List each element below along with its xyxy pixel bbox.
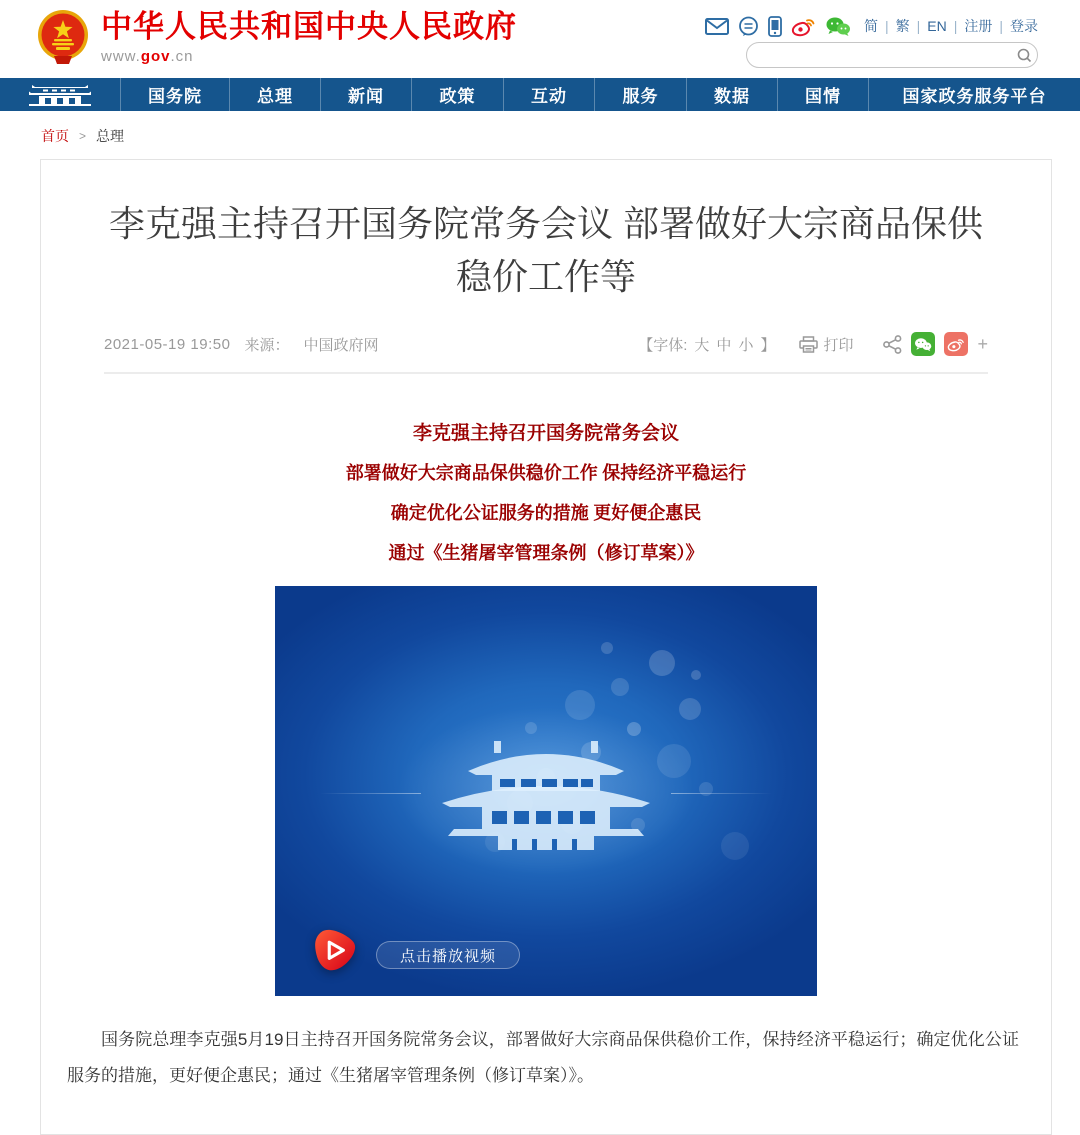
bokeh-circle [525, 722, 537, 734]
search-icon [1017, 48, 1032, 63]
nav-label: 国务院 [148, 87, 202, 106]
bokeh-circle [565, 690, 595, 720]
nav-item-shuju[interactable] [686, 78, 777, 111]
wechat-icon[interactable] [825, 16, 851, 37]
highlight-line: 确定优化公证服务的措施 更好便企惠民 [390, 503, 702, 523]
breadcrumb-home[interactable]: 首页 [41, 128, 69, 144]
separator: | [953, 18, 958, 34]
separator: | [916, 18, 921, 34]
nav-item-hudong[interactable] [503, 78, 594, 111]
play-video-button[interactable] [376, 941, 520, 969]
nav-label: 服务 [622, 87, 659, 106]
url-cn: .cn [170, 48, 194, 65]
highlight-line: 通过《生猪屠宰管理条例（修订草案）》 [388, 543, 704, 563]
play-video-label: 点击播放视频 [400, 947, 497, 965]
highlight-line: 部署做好大宗商品保供稳价工作 保持经济平稳运行 [345, 463, 747, 483]
bokeh-circle [721, 832, 749, 860]
lang-traditional[interactable]: 繁 [895, 18, 910, 34]
national-emblem-logo[interactable] [34, 8, 92, 66]
main-nav [0, 78, 1080, 111]
mobile-icon[interactable] [768, 16, 782, 37]
publish-date: 2021-05-19 19:50 [104, 335, 231, 353]
tiananmen-icon [29, 84, 91, 106]
mail-icon[interactable] [705, 18, 729, 35]
share-icon[interactable] [883, 335, 902, 354]
font-size-widget [638, 334, 775, 355]
nav-label: 总理 [257, 87, 293, 106]
url-www: www. [101, 48, 141, 65]
site-identity [101, 9, 517, 65]
bokeh-circle [679, 698, 701, 720]
font-size-large-button[interactable]: 大 [694, 336, 710, 354]
article-container [40, 159, 1052, 1135]
separator: | [999, 18, 1003, 34]
nav-item-zongli[interactable] [229, 78, 320, 111]
share-wechat-icon[interactable] [911, 332, 935, 356]
share-weibo-icon[interactable] [944, 332, 968, 356]
font-widget-prefix: 【字体: [638, 336, 688, 354]
site-header [0, 0, 1080, 78]
lang-links [864, 16, 1038, 36]
search-box [746, 42, 1038, 68]
bokeh-circle [691, 670, 701, 680]
meta-left [104, 334, 378, 355]
source-label: 来源： [244, 336, 290, 354]
nav-item-zhengce[interactable] [411, 78, 503, 111]
printer-icon [799, 336, 818, 353]
decorative-line [671, 793, 772, 794]
more-share-button[interactable]: + [977, 334, 988, 354]
page-title: 李克强主持召开国务院常务会议 部署做好大宗商品保供稳价工作等 [108, 203, 983, 297]
print-label: 打印 [823, 336, 854, 354]
login-link[interactable]: 登录 [1010, 18, 1038, 34]
weibo-icon[interactable] [791, 16, 816, 37]
highlight-line: 李克强主持召开国务院常务会议 [412, 423, 679, 444]
source-value: 中国政府网 [303, 336, 379, 354]
lang-english[interactable]: EN [927, 18, 947, 34]
nav-item-guowuyuan[interactable] [120, 78, 229, 111]
bokeh-circle [649, 650, 675, 676]
article-meta [104, 332, 988, 356]
bokeh-circle [657, 744, 691, 778]
nav-item-xinwen[interactable] [320, 78, 411, 111]
nav-label: 数据 [714, 87, 750, 106]
lang-simplified[interactable]: 简 [863, 18, 878, 34]
bokeh-circle [611, 678, 629, 696]
site-title: 中华人民共和国中央人民政府 [101, 9, 517, 44]
nav-label: 政策 [439, 87, 476, 106]
chevron-right-icon: > [79, 129, 87, 143]
share-group [883, 332, 988, 356]
font-size-medium-button[interactable]: 中 [716, 336, 732, 354]
breadcrumb-current[interactable]: 总理 [96, 128, 125, 144]
separator: | [884, 18, 889, 34]
register-link[interactable]: 注册 [964, 18, 993, 34]
divider [104, 372, 988, 374]
nav-label: 国家政务服务平台 [902, 87, 1047, 106]
palace-illustration [436, 741, 656, 853]
nav-label: 国情 [805, 87, 841, 106]
decorative-line [320, 793, 421, 794]
meta-right [638, 332, 988, 356]
play-button[interactable] [311, 926, 359, 974]
article-paragraph: 国务院总理李克强5月19日主持召开国务院常务会议，部署做好大宗商品保供稳价工作，保持经济平稳运行；确定优化公证服务的措施，更好便企惠民；通过《生猪屠宰管理条例（修订草案）》。 [67, 1030, 1019, 1085]
bokeh-circle [601, 642, 613, 654]
search-button[interactable] [1011, 43, 1037, 67]
search-input[interactable] [747, 44, 1011, 66]
nav-item-guoqing[interactable] [777, 78, 868, 111]
nav-label: 互动 [531, 87, 567, 106]
nav-item-fuwu[interactable] [594, 78, 686, 111]
print-button[interactable] [799, 334, 853, 355]
nav-home[interactable] [0, 78, 120, 111]
font-size-small-button[interactable]: 小 [738, 336, 754, 354]
bokeh-circle [627, 722, 641, 736]
url-gov: gov [140, 48, 171, 65]
breadcrumb [41, 126, 1080, 146]
nav-label: 新闻 [348, 87, 384, 106]
site-url [101, 48, 517, 65]
video-player[interactable] [275, 586, 817, 996]
font-widget-suffix: 】 [760, 336, 776, 354]
topbar [705, 15, 1038, 37]
nav-item-service-platform[interactable] [868, 78, 1080, 111]
message-icon[interactable] [738, 16, 759, 37]
